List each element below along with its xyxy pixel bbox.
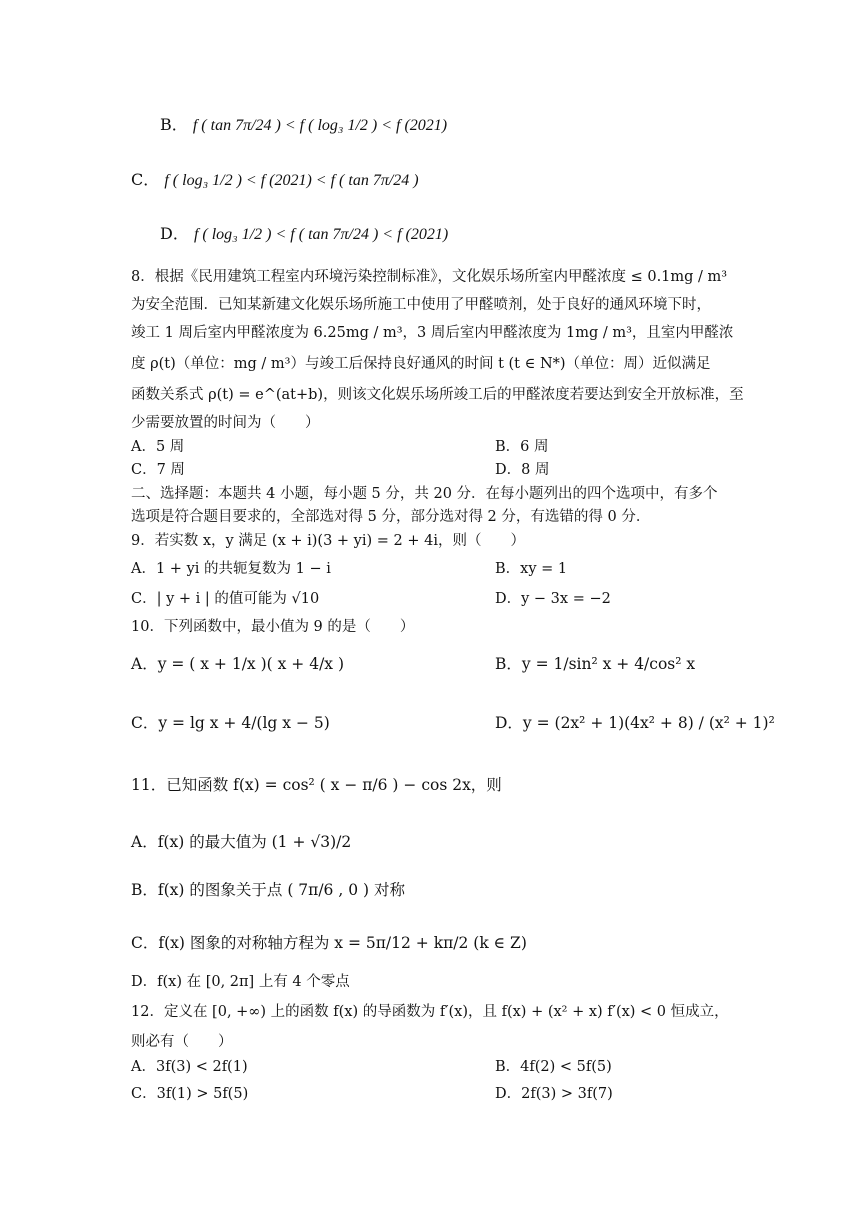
section-2-line-1: 二、选择题：本题共 4 小题，每小题 5 分，共 20 分．在每小题列出的四个选项中，有多个	[131, 486, 718, 502]
q7-option-b	[160, 115, 447, 136]
section-2-line-2: 选项是符合题目要求的，全部选对得 5 分，部分选对得 2 分，有选错的得 0 分．	[131, 509, 651, 525]
q7-option-d	[160, 224, 448, 245]
q11-option-a: A．f(x) 的最大值为 (1 + √3)/2	[131, 833, 352, 851]
q11-stem: 11．已知函数 f(x) = cos² ( x − π/6 ) − cos 2x，则	[131, 776, 502, 794]
q8-option-d: D．8 周	[495, 462, 550, 478]
q10-option-a: A．y = ( x + 1/x )( x + 4/x )	[131, 655, 345, 673]
q8-option-a: A．5 周	[131, 439, 185, 455]
q11-option-c: C．f(x) 图象的对称轴方程为 x = 5π/12 + kπ/2 (k ∈ Z)	[131, 934, 527, 952]
q7-option-b-text: B．	[160, 115, 188, 134]
q7-option-c	[131, 170, 419, 191]
q12-line-1: 12．定义在 [0, +∞) 上的函数 f(x) 的导函数为 f′(x)，且 f(x) + (x² + x) f′(x) < 0 恒成立，	[131, 1004, 729, 1020]
q7-option-c-expr: f ( log₃ 1/2 ) < f (2021) < f ( tan 7π/24 )	[164, 172, 419, 189]
q11-option-d: D．f(x) 在 [0, 2π] 上有 4 个零点	[131, 974, 350, 990]
q7-option-d-text: D．	[160, 224, 189, 243]
q8-option-c: C．7 周	[131, 462, 185, 478]
q8-line-1: 8．根据《民用建筑工程室内环境污染控制标准》，文化娱乐场所室内甲醛浓度 ≤ 0.1mg / m³	[131, 269, 728, 285]
q9-stem: 9．若实数 x，y 满足 (x + i)(3 + yi) = 2 + 4i，则（ ）	[131, 533, 525, 549]
q12-line-2: 则必有（ ）	[131, 1034, 233, 1050]
q11-option-b: B．f(x) 的图象关于点 ( 7π/6 , 0 ) 对称	[131, 881, 405, 899]
q9-option-b: B．xy = 1	[495, 561, 568, 577]
q12-option-c: C．3f(1) > 5f(5)	[131, 1086, 249, 1102]
q9-option-d: D．y − 3x = −2	[495, 591, 611, 607]
q10-option-b: B．y = 1/sin² x + 4/cos² x	[495, 655, 696, 673]
q12-option-a: A．3f(3) < 2f(1)	[131, 1059, 248, 1075]
q8-line-2: 为安全范围．已知某新建文化娱乐场所施工中使用了甲醛喷剂，处于良好的通风环境下时，	[131, 297, 711, 313]
q8-line-6: 少需要放置的时间为（ ）	[131, 415, 320, 431]
q12-option-b: B．4f(2) < 5f(5)	[495, 1059, 612, 1075]
q8-line-4: 度 ρ(t)（单位：mg / m³）与竣工后保持良好通风的时间 t (t ∈ N*)（单位：周）近似满足	[131, 356, 711, 372]
q9-option-a: A．1 + yi 的共轭复数为 1 − i	[131, 561, 331, 577]
q8-line-5: 函数关系式 ρ(t) = e^(at+b)，则该文化娱乐场所竣工后的甲醛浓度若要达到安全开放标准，至	[131, 387, 744, 403]
q7-option-c-text: C．	[131, 170, 160, 189]
q8-line-3: 竣工 1 周后室内甲醛浓度为 6.25mg / m³，3 周后室内甲醛浓度为 1mg / m³，且室内甲醛浓	[131, 325, 734, 341]
q10-option-d: D．y = (2x² + 1)(4x² + 8) / (x² + 1)²	[495, 714, 775, 732]
q10-option-c: C．y = lg x + 4/(lg x − 5)	[131, 714, 330, 732]
q7-option-b-expr: f ( tan 7π/24 ) < f ( log₃ 1/2 ) < f (2021)	[192, 117, 448, 134]
q12-option-d: D．2f(3) > 3f(7)	[495, 1086, 613, 1102]
q8-option-b: B．6 周	[495, 439, 549, 455]
q10-stem: 10．下列函数中，最小值为 9 的是（ ）	[131, 619, 415, 635]
q7-option-d-expr: f ( log₃ 1/2 ) < f ( tan 7π/24 ) < f (2021)	[193, 226, 449, 243]
q9-option-c: C．| y + i | 的值可能为 √10	[131, 591, 320, 607]
